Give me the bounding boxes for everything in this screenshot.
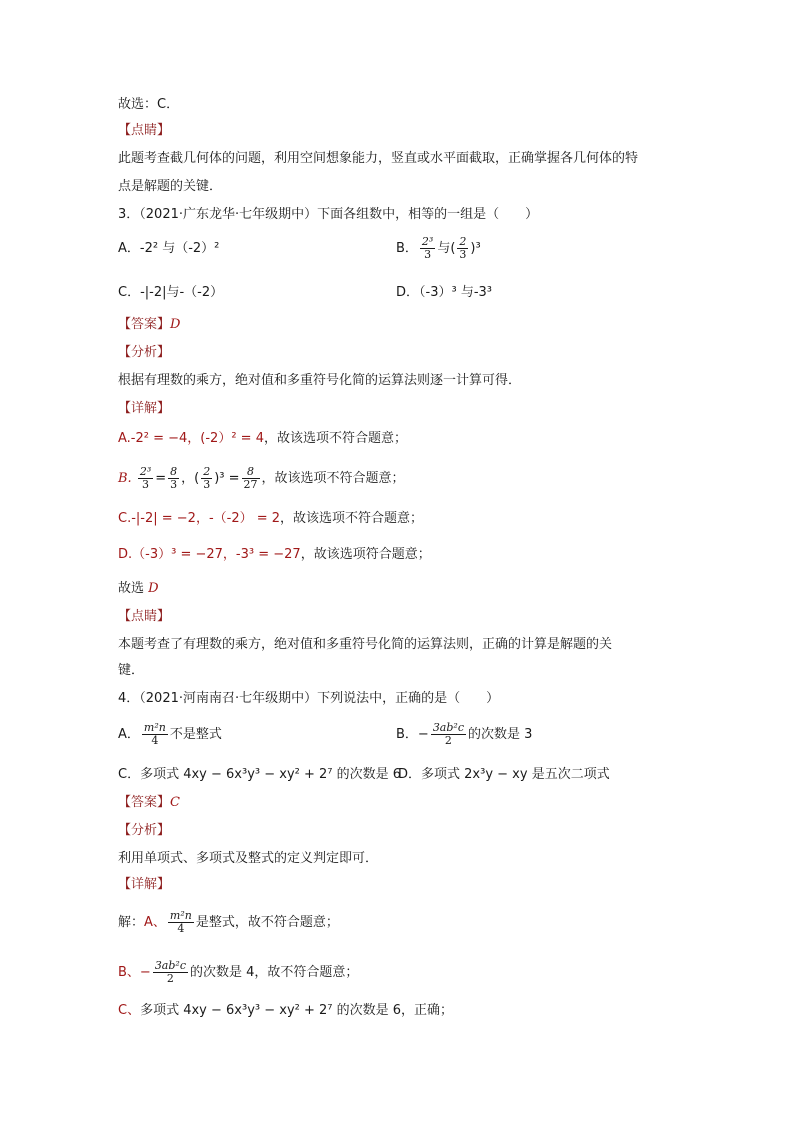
q3-analysis: 根据有理数的乘方，绝对值和多重符号化简的运算法则逐一计算可得． (118, 373, 522, 388)
detail-3-suffix: 多项式 4xy − 6x³y³ − xy² + 2⁷ 的次数是 6，正确； (140, 1003, 454, 1018)
frac-numerator: 2³ (421, 235, 434, 248)
q4-option-a-frac (142, 722, 168, 747)
q3-detail-b (118, 466, 405, 491)
q4-analysis: 利用单项式、多项式及整式的定义判定即可． (118, 851, 379, 866)
detail-c-text: ，故该选项不符合题意； (280, 511, 424, 526)
detail-2-label: B、− (118, 965, 151, 980)
frac-denominator: 27 (243, 478, 258, 491)
q4-option-a (118, 722, 222, 747)
detail-1-prefix: 解： (118, 915, 145, 930)
q3-analysis-heading: 【分析】 (118, 345, 171, 360)
detail-b-mid: ，( (181, 471, 200, 486)
detail-a-math: A.-2² = −4，(-2）² = 4 (118, 431, 264, 446)
q4-answer (118, 794, 180, 812)
detail-c-math: C.-|-2| = −2，-（-2） = 2 (118, 511, 281, 526)
detail-a-text: ，故该选项不符合题意； (263, 431, 407, 446)
detail-1-frac (168, 910, 194, 935)
frac-denominator: 2 (166, 972, 174, 985)
frac-denominator: 3 (459, 248, 467, 261)
q3-option-b-suffix: )³ (470, 241, 481, 256)
q3-comment-line-2: 键． (118, 663, 145, 678)
q3-option-d: D．（-3）³ 与-3³ (396, 285, 492, 300)
frac-numerator: 8 (242, 466, 260, 479)
detail-1-suffix: 是整式，故不符合题意； (195, 915, 339, 930)
frac-numerator: 8 (170, 465, 178, 478)
frac-denominator: 4 (177, 922, 185, 935)
q4-detail-2 (118, 960, 358, 985)
q4-option-c: C．多项式 4xy − 6x³y³ − xy² + 2⁷ 的次数是 6 (118, 767, 402, 782)
q3-detail-heading: 【详解】 (118, 401, 171, 416)
answer-value: C (170, 795, 180, 810)
q4-option-a-suffix: 不是整式 (169, 727, 222, 742)
q4-detail-1 (118, 910, 339, 935)
heading-comment-1: 【点睛】 (118, 123, 171, 138)
q4-option-b-suffix: 的次数是 3 (467, 727, 533, 742)
q4-option-d: D．多项式 2x³y − xy 是五次二项式 (398, 767, 610, 782)
q3-final (118, 580, 159, 598)
q3-option-c: C．-|-2|与-（-2） (118, 285, 224, 300)
q3-stem: 3．（2021·广东龙华·七年级期中）下面各组数中，相等的一组是（ ） (118, 207, 539, 222)
frac-denominator: 3 (424, 248, 432, 261)
answer-heading: 【答案】 (118, 317, 171, 332)
detail-b-pow: )³ = (214, 471, 240, 486)
q3-detail-d (118, 546, 431, 564)
q3-option-a: A．-2² 与（-2）² (118, 241, 220, 256)
comment-line-2: 点是解题的关键． (118, 179, 223, 194)
detail-b-frac4 (242, 466, 260, 491)
answer-text: 故选：C． (118, 97, 180, 112)
q3-option-b (396, 236, 481, 261)
detail-b-frac1 (138, 466, 153, 491)
q3-option-b-mid: 与( (437, 241, 456, 256)
frac-numerator: 3ab²c (154, 959, 186, 972)
frac-denominator: 2 (444, 734, 452, 747)
final-answer: D (148, 581, 159, 596)
frac-numerator: 2³ (139, 465, 152, 478)
q3-detail-c (118, 510, 423, 528)
q4-option-b-frac (431, 722, 466, 747)
q4-option-b (396, 722, 532, 747)
q3-comment-line-1: 本题考查了有理数的乘方，绝对值和多重符号化简的运算法则，正确的计算是解题的关 (118, 637, 613, 652)
detail-d-math: D.（-3）³ = −27，-3³ = −27 (118, 547, 301, 562)
q4-detail-3 (118, 1002, 453, 1020)
frac-numerator: 3ab²c (432, 721, 464, 734)
frac-numerator: m²n (169, 909, 192, 922)
q4-option-b-prefix: B．− (396, 727, 429, 742)
q3-option-b-frac2 (457, 236, 468, 261)
frac-numerator: 2 (203, 465, 211, 478)
frac-denominator: 3 (170, 478, 178, 491)
q4-analysis-heading: 【分析】 (118, 823, 171, 838)
frac-denominator: 4 (151, 734, 159, 747)
answer-line (118, 96, 179, 114)
q3-option-b-prefix: B． (396, 241, 418, 256)
frac-denominator: 3 (203, 478, 211, 491)
answer-value: D (170, 317, 181, 332)
q3-option-b-frac1 (420, 236, 435, 261)
q3-comment-heading: 【点睛】 (118, 609, 171, 624)
q4-option-a-prefix: A． (118, 727, 140, 742)
detail-3-label: C、 (118, 1003, 141, 1018)
detail-1-label: A、 (144, 915, 166, 930)
detail-2-suffix: 的次数是 4，故不符合题意； (189, 965, 359, 980)
comment-line-1: 此题考查截几何体的问题，利用空间想象能力，竖直或水平面截取，正确掌握各几何体的特 (118, 151, 639, 166)
final-prefix: 故选 (118, 581, 145, 596)
q3-detail-a (118, 430, 407, 448)
detail-b-label: B. (118, 471, 132, 486)
q4-detail-heading: 【详解】 (118, 877, 171, 892)
q4-stem: 4．（2021·河南南召·七年级期中）下列说法中，正确的是（ ） (118, 691, 500, 706)
detail-b-text: ，故该选项不符合题意； (261, 471, 405, 486)
detail-b-frac3 (201, 466, 212, 491)
frac-numerator: m²n (143, 721, 166, 734)
frac-denominator: 3 (142, 478, 150, 491)
answer-heading: 【答案】 (118, 795, 171, 810)
q3-answer (118, 316, 180, 334)
detail-b-eq: = (155, 471, 167, 486)
detail-d-text: ，故该选项符合题意； (300, 547, 431, 562)
frac-numerator: 2 (459, 235, 467, 248)
detail-b-frac2 (168, 466, 179, 491)
detail-2-frac (153, 960, 188, 985)
